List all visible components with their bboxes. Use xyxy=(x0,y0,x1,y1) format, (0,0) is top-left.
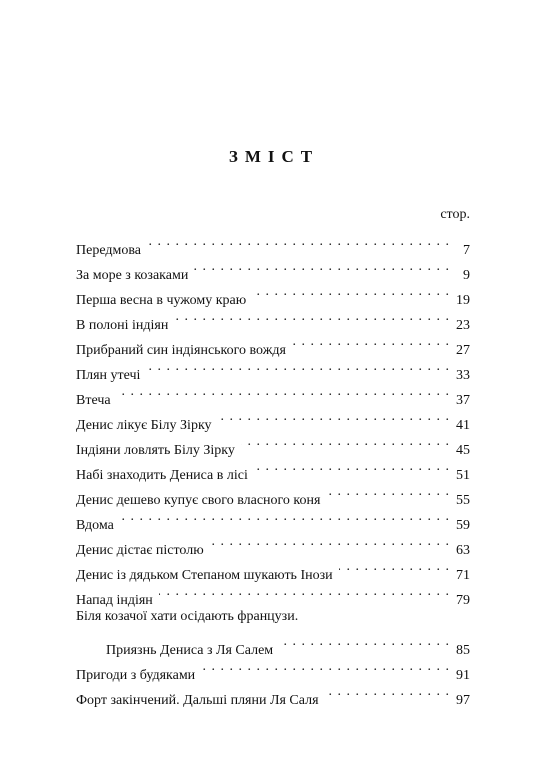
dot-leader xyxy=(292,329,450,354)
toc-entry-title: В полоні індіян xyxy=(76,318,169,333)
dot-leader xyxy=(146,354,450,379)
toc-entry-page: 7 xyxy=(463,243,470,258)
toc-entry-page: 63 xyxy=(456,543,470,558)
toc-entry[interactable] xyxy=(76,404,470,433)
toc-entry-title: Перша весна в чужому краю xyxy=(76,293,247,308)
toc-entry-page: 91 xyxy=(456,668,470,683)
toc-entry-title: За море з козаками xyxy=(76,268,189,283)
dot-leader xyxy=(218,404,450,429)
dot-leader xyxy=(194,254,450,279)
toc-entry-title: Пригоди з будяками xyxy=(76,668,196,683)
toc-entry-page: 19 xyxy=(456,293,470,308)
page-column-label: стор. xyxy=(440,207,470,222)
toc-entry-page: 51 xyxy=(456,468,470,483)
dot-leader xyxy=(326,479,450,504)
toc-entry[interactable] xyxy=(76,379,470,408)
toc-entry[interactable] xyxy=(76,229,470,258)
toc-list xyxy=(76,229,470,708)
toc-entry-page: 27 xyxy=(456,343,470,358)
toc-entry-page: 85 xyxy=(456,643,470,658)
toc-entry-title: Денис лікує Білу Зірку xyxy=(76,418,212,433)
dot-leader xyxy=(241,429,450,454)
toc-entry-title: Денис дешево купує свого власного коня xyxy=(76,493,321,508)
toc-entry[interactable] xyxy=(76,504,470,533)
toc-entry-page: 55 xyxy=(456,493,470,508)
dot-leader xyxy=(159,579,450,604)
toc-entry-title: Напад індіян xyxy=(76,593,153,608)
toc-entry-title: Денис із дядьком Степаном шукають Інози xyxy=(76,568,333,583)
toc-entry-title: Індіяни ловлять Білу Зірку xyxy=(76,443,235,458)
toc-entry-page: 9 xyxy=(463,268,470,283)
dot-leader xyxy=(210,529,450,554)
toc-entry[interactable] xyxy=(76,529,470,558)
dot-leader xyxy=(339,554,450,579)
toc-entry-title: Передмова xyxy=(76,243,141,258)
toc-entry-page: 97 xyxy=(456,693,470,708)
dot-leader xyxy=(325,679,450,704)
toc-entry[interactable] xyxy=(76,604,470,629)
toc-entry-title: Прибраний син індіянського вождя xyxy=(76,343,286,358)
toc-entry-title: Денис дістає пістолю xyxy=(76,543,204,558)
toc-entry-title: Приязнь Дениса з Ля Салем xyxy=(106,643,274,658)
toc-entry-title: Плян утечі xyxy=(76,368,141,383)
toc-entry[interactable] xyxy=(76,629,470,658)
toc-entry-page: 23 xyxy=(456,318,470,333)
dot-leader xyxy=(252,279,450,304)
dot-leader xyxy=(120,504,450,529)
toc-entry-page: 71 xyxy=(456,568,470,583)
toc-entry-title: Набі знаходить Дениса в лісі xyxy=(76,468,248,483)
page-title: ЗМІСТ xyxy=(228,147,320,166)
toc-entry-page: 79 xyxy=(456,593,470,608)
dot-leader xyxy=(201,654,450,679)
dot-leader xyxy=(174,304,450,329)
toc-entry-title: Вдома xyxy=(76,518,114,533)
toc-entry-title: Біля козачої хати осідають французи. xyxy=(76,609,299,624)
dot-leader xyxy=(254,454,450,479)
toc-entry-page: 41 xyxy=(456,418,470,433)
dot-leader xyxy=(117,379,450,404)
dot-leader xyxy=(147,229,450,254)
toc-entry-page: 33 xyxy=(456,368,470,383)
toc-entry-page: 37 xyxy=(456,393,470,408)
toc-entry-title: Втеча xyxy=(76,393,111,408)
toc-entry-title: Форт закінчений. Дальші пляни Ля Саля xyxy=(76,693,319,708)
toc-entry-page: 59 xyxy=(456,518,470,533)
dot-leader xyxy=(279,629,450,654)
toc-entry-page: 45 xyxy=(456,443,470,458)
